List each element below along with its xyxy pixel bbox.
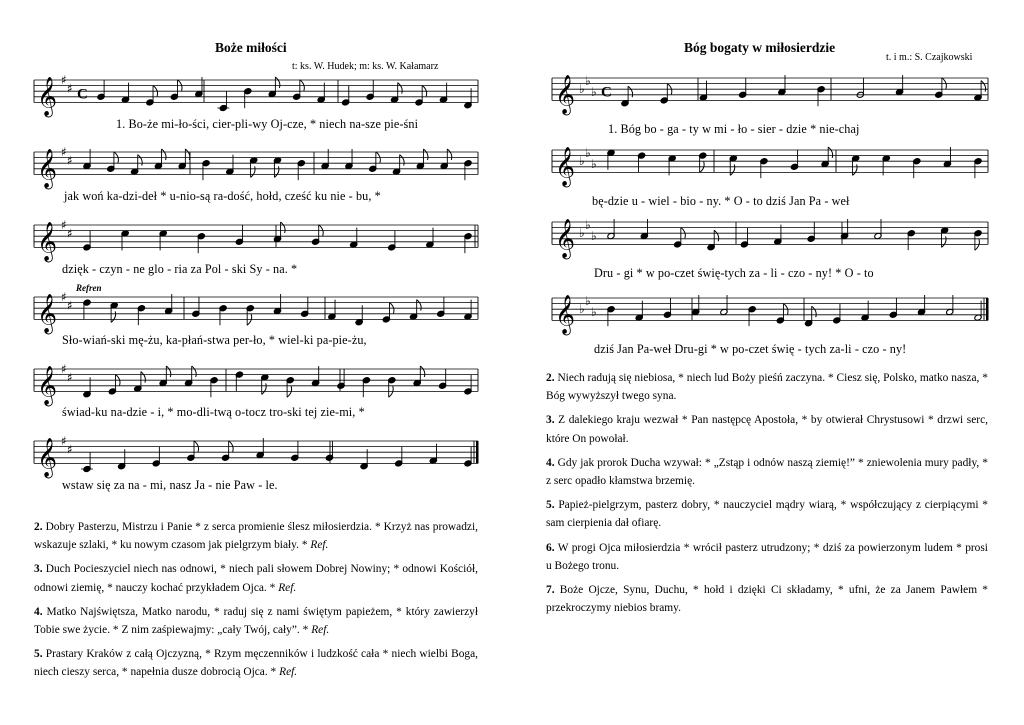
treble-clef: 𝄞: [555, 74, 576, 115]
song-credit: t. i m.: S. Czajkowski: [886, 52, 973, 63]
staff: [34, 218, 478, 262]
flat-sign: ♭: [591, 305, 597, 319]
sharp-sign: ♯: [61, 218, 67, 232]
note-flag: [281, 222, 286, 233]
lyric-line: wstaw się za na - mi, nasz Ja - nie Paw - le.: [62, 478, 278, 492]
sharp-sign: ♯: [61, 145, 67, 159]
note-flag: [417, 300, 422, 311]
verse: 7. Boże Ojcze, Synu, Duchu, * hołd i dzięki Ci składamy, * ufni, że za Janem Pawłem * przekroczymy niebios bramy.: [546, 584, 988, 615]
lyric-line: świad-ku na-dzie - i, * mo-dli-twą o-tocz tro-ski tej zie-mi, *: [62, 405, 365, 419]
song-title: Bóg bogaty w miłosierdzie: [684, 40, 836, 55]
flat-sign: ♭: [585, 73, 591, 88]
note-flag: [714, 230, 719, 241]
staff: [552, 294, 989, 336]
flat-sign: ♭: [579, 226, 585, 241]
treble-clef: 𝄞: [555, 146, 576, 187]
note-flag: [942, 236, 947, 247]
treble-clef: 𝄞: [37, 148, 58, 189]
verse: 5. Prastary Kraków z całą Ojczyzną, * Rzym męczenników i ludzkość cała * niech wielbi Boga, niech cieszy serca, * napełnia dusze dobrocią Ojca. * Ref.: [34, 648, 478, 679]
note-flag: [111, 311, 116, 322]
time-signature: C: [601, 84, 612, 101]
final-barline: [986, 298, 989, 320]
treble-clef: 𝄞: [37, 365, 58, 406]
sharp-sign: ♯: [67, 298, 73, 313]
staff: [34, 145, 478, 189]
sharp-sign: ♯: [67, 153, 73, 168]
staff: [552, 74, 988, 116]
note-flag: [828, 147, 833, 158]
flat-sign: ♭: [585, 145, 591, 160]
note-flag: [138, 155, 143, 166]
treble-clef: 𝄞: [37, 437, 58, 478]
score-svg: [0, 0, 512, 500]
verse: 4. Gdy jak prorok Ducha wzywał: * „Zstąp i odnów naszą ziemię!” * zniewolenia mury padły, * z serc opadło kłamstwa brzemię.: [546, 456, 988, 488]
note-flag: [730, 164, 735, 175]
flat-sign: ♭: [591, 229, 597, 243]
verse: 3. Z dalekiego kraju wezwał * Pan następcę Apostoła, * by otwierał Chrystusowi * drzwi serc, które On powołał.: [546, 414, 988, 445]
song-title: Boże miłości: [215, 40, 287, 55]
note-flag: [398, 83, 403, 94]
note-flag: [853, 164, 858, 175]
lyric-line: dzięk - czyn - ne glo - ria za Pol - ski Sy - na. *: [62, 262, 298, 276]
note-flag: [262, 383, 267, 394]
sharp-sign: ♯: [67, 81, 73, 96]
verse: 3. Duch Pocieszyciel niech nas odnowi, * niech pali słowem Dobrej Nowiny; * odnowi Kościół, odnowi ziemię, * nauczy kochać przykładem Ojca. * Ref.: [34, 563, 478, 594]
staff: [552, 146, 988, 188]
lyric-line: Sło-wiań-ski mę-żu, ka-płań-stwa per-ło, * wiel-ki pa-pie-żu,: [62, 333, 367, 347]
staff: [34, 362, 478, 406]
sharp-sign: ♯: [67, 442, 73, 457]
treble-clef: 𝄞: [37, 221, 58, 262]
note-flag: [400, 155, 405, 166]
score-svg: [512, 0, 1024, 360]
staff: [34, 290, 478, 334]
flat-sign: ♭: [579, 82, 585, 97]
verses-list: [546, 369, 988, 623]
note-flag: [447, 149, 452, 160]
sharp-sign: ♯: [67, 370, 73, 385]
verse: 5. Papież-pielgrzym, pasterz dobry, * nauczyciel mądry wiarą, * współczujący z cierpiącymi * sam cierpienia dał ofiarę.: [546, 499, 988, 530]
note-flag: [420, 366, 425, 377]
verse: 2. Dobry Pasterzu, Mistrzu i Panie * z serca promienie ślesz miłosierdzia. * Krzyż nas prowadzi, wskazuje szlaki, * ku nowym czasom jak pielgrzym biały. * Ref.: [34, 521, 478, 552]
note-flag: [162, 149, 167, 160]
treble-clef: 𝄞: [37, 76, 58, 117]
verse: 4. Matko Najświętsza, Matko narodu, * raduj się z nami świętym papieżem, * który zawierzył Tobie swe życie. * Z nim zaśpiewajmy: „cały Twój, cały”. * Ref.: [34, 605, 478, 637]
note-flag: [141, 372, 146, 383]
note-flag: [166, 366, 171, 377]
note-flag: [628, 86, 633, 97]
verse: 2. Niech radują się niebiosa, * niech lud Boży pieśń zaczyna. * Ciesz się, Polsko, matko nasza, * Bóg wywyższył twego syna.: [546, 372, 988, 403]
flat-sign: ♭: [579, 302, 585, 317]
sharp-sign: ♯: [61, 362, 67, 376]
flat-sign: ♭: [591, 157, 597, 171]
note-flag: [812, 306, 817, 317]
sharp-sign: ♯: [61, 434, 67, 448]
lyric-line: bę-dzie u - wiel - bio - ny. * O - to dziś Jan Pa - weł: [592, 194, 850, 208]
treble-clef: 𝄞: [555, 218, 576, 259]
refrain-label: Refren: [76, 283, 102, 293]
verse: 6. W progi Ojca miłosierdzia * wrócił pasterz utrudzony; * dziś za powierzonym ludem * prosi u Bożego tronu.: [546, 541, 988, 572]
flat-sign: ♭: [585, 293, 591, 308]
sharp-sign: ♯: [67, 226, 73, 241]
flat-sign: ♭: [591, 85, 597, 99]
note-flag: [192, 366, 197, 377]
lyric-line: 1. Bóg bo - ga - ty w mi - ło - sier - dzie * nie-chaj: [608, 122, 860, 136]
staff: [34, 434, 479, 478]
treble-clef: 𝄞: [555, 294, 576, 335]
note-flag: [423, 149, 428, 160]
lyric-line: dziś Jan Pa-weł Dru-gi * w po-czet świę - tych za-li - czo - ny!: [594, 342, 907, 356]
lyric-line: 1. Bo-że mi-ło-ści, cier-pli-wy Oj-cze, * niech na-sze pie-śni: [116, 117, 419, 131]
staff: [552, 218, 988, 260]
note-flag: [251, 166, 256, 177]
song-credit: t: ks. W. Hudek; m: ks. W. Kałamarz: [292, 61, 439, 72]
verses-list: [34, 518, 478, 688]
treble-clef: 𝄞: [37, 293, 58, 334]
note-flag: [981, 81, 986, 92]
time-signature: C: [77, 86, 88, 103]
staff: [34, 73, 478, 117]
note-flag: [275, 77, 280, 88]
flat-sign: ♭: [579, 154, 585, 169]
sharp-sign: ♯: [61, 73, 67, 87]
note-flag: [274, 166, 279, 177]
lyric-line: jak woń ka-dzi-deł * u-nio-są ra-dość, hołd, cześć ku nie - bu, *: [64, 189, 381, 203]
note-flag: [185, 149, 190, 160]
flat-sign: ♭: [585, 217, 591, 232]
final-barline: [476, 441, 479, 463]
lyric-line: Dru - gi * w po-czet świę-tych za - li - czo - ny! * O - to: [594, 266, 874, 280]
sharp-sign: ♯: [61, 290, 67, 304]
